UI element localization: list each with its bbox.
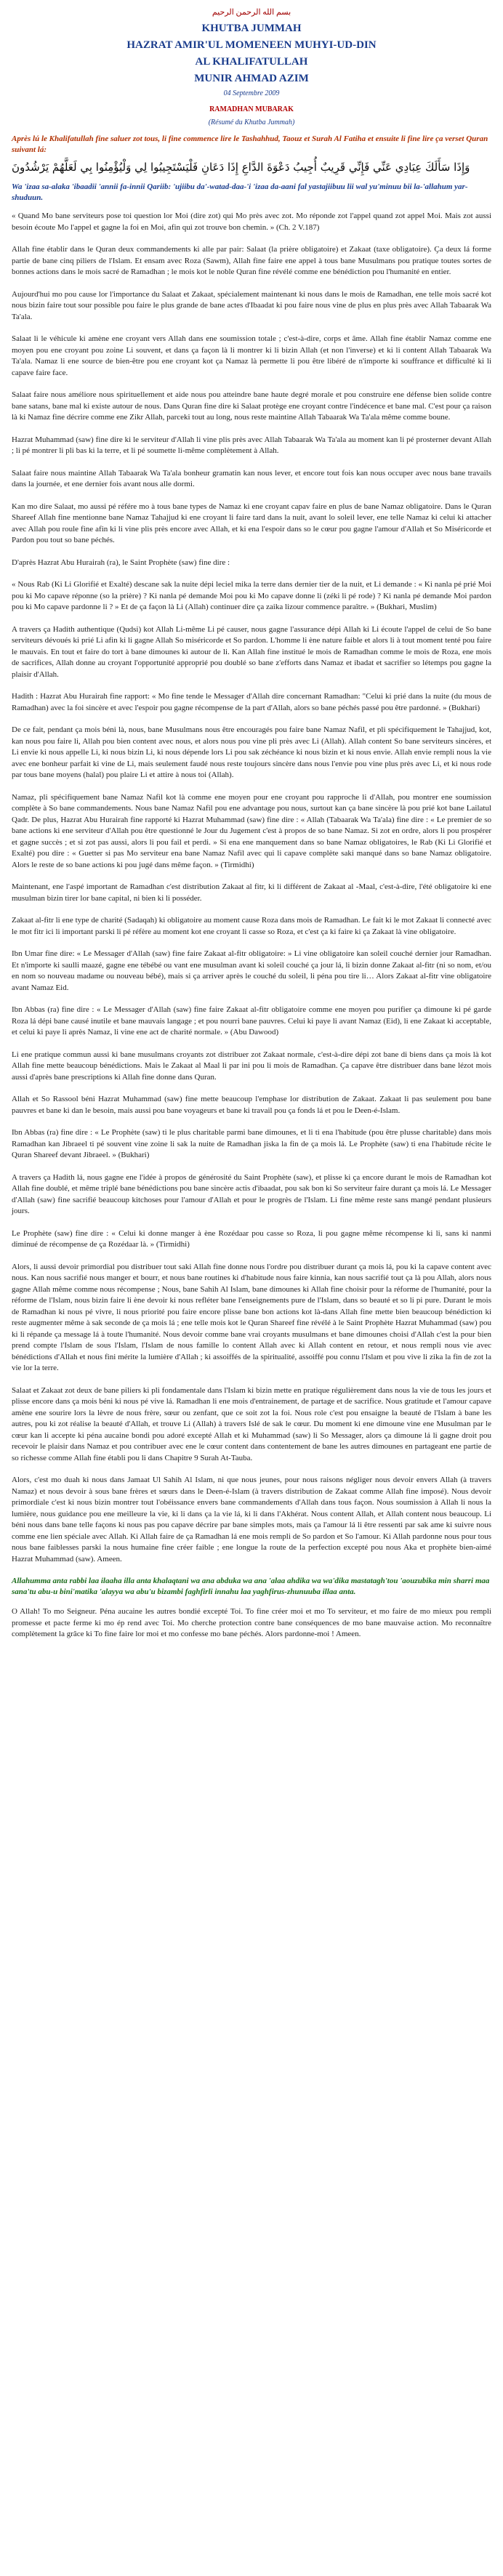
khalifa-title-line2: AL KHALIFATULLAH bbox=[195, 56, 308, 68]
paragraph: Allah et So Rassool béni Hazrat Muhammad (saw) fine mette beaucoup l'emphase lor distribution de Zakaat. Zakaat li pas seulement pou bane pauvres et bane ki dan le besoin, mais aussi pou bane voyageurs et bane ki travail pou ça fonds lá et pou le Deen-é-Islam. bbox=[12, 1095, 491, 1115]
paragraph: Kan mo dire Salaat, mo aussi pé référe mo à tous bane types de Namaz ki ene croyant capav faire en plus de bane Namaz obligatoire. Dans le Quran Shareef Allah fine mentionne bane Namaz Tahajjud ki ene croyant li faire tard dans la nuit, avant lo soleil lever, ene telle Namaz ki celui ki attacher avec Allah pou roule fine afin ki li vine plis près encore avec Allah, et ki ena l'espoir dans so le cœur pou gagne l'amour d'Allah et So Miséricorde et Pardon pou tout so bane péchés. bbox=[12, 502, 491, 544]
closing-dua-transliteration: Allahumma anta rabbi laa ilaaha illa anta khalaqtani wa ana abduka wa ana 'alaa ahdika wa wa'dika mastatagh'tou 'aouzubika min sharri maa sana'tu abu-u bini'matika 'alayya wa abu'u bizambi faghfirli innahu laa yaghfirus-zhunuuba illaa anta. bbox=[12, 1577, 490, 1596]
paragraph: Hazrat Muhammad (saw) fine dire ki le serviteur d'Allah li vine plis près avec Allah Tabaarak Wa Ta'ala au moment kan li pé prosterner devant Allah ; li pé montrer li pli bas ki la terre, et li pé soumette li-même complètement à Allah. bbox=[12, 435, 491, 455]
paragraph: Salaat faire nous améliore nous spirituellement et aide nous pou atteindre bane haute degré morale et pou construire ene défense bien solide contre bane satans, bane mal ki existe autour de nous. Dans Quran fine dire ki Salaat protège ene croyant contre l'indécence et bane mal. C'est pour ça raison là ki Namaz fine décrire comme ene Zikr Allah, parceki tout au long, nous reste maintine Allah Tabaarak Wa Ta'ala même comme boune. bbox=[12, 390, 491, 422]
paragraph: Hadith : Hazrat Abu Hurairah fine rapport: « Mo fine tende le Messager d'Allah dire concernant Ramadhan: "Celui ki prié dans la nuite (du mous de Ramadhan) avec la foi sincère et avec l'espoir pou gagne récompense de la part d'Allah, alors so bane péchés passé pou être pardonné. » (Bukhari) bbox=[12, 692, 491, 712]
ramadhan-heading: RAMADHAN MUBARAK bbox=[209, 105, 294, 113]
paragraph: D'après Hazrat Abu Hurairah (ra), le Saint Prophète (saw) fine dire : bbox=[12, 558, 230, 567]
paragraph: Le Prophète (saw) fine dire : « Celui ki donne manger à ène Rozédaar pou casse so Roza, li pou gagne même récompense ki li, sans ki nanmi diminué de récompense de ça Rozédaar là. » (Tirmidhi) bbox=[12, 1228, 491, 1249]
summary-note: (Résumé du Khutba Jummah) bbox=[208, 118, 295, 126]
khutba-date: 04 Septembre 2009 bbox=[223, 89, 280, 97]
paragraph: De ce fait, pendant ça mois béni là, nous, bane Musulmans nous être encouragés pou faire bane Namaz Nafil, et pli spécifiquement le Tahajjud, kot, kan nous pou faire li, Allah pou bien content avec nous, et alors nous pou vine pli près avec Li (Allah). Allah content So bane serviteurs sincères, et Li envie ki nous appelle Li, ki nous bizin Li, ki nous dépende lors Li pou sak zéchéance ki nous bizin et ki nous envie. Allah envie rempli nous la vie avec ene bonheur parfait ki vine de Li, mais seulement faudé nous reste toujours sincère dans nous l'envie pou vine plus près avec Li, et ki nous rode par tous bane moyens (halal) pou plaire Li et attire à nous toi (Allah). bbox=[12, 725, 491, 779]
paragraph: Aujourd'hui mo pou cause lor l'importance du Salaat et Zakaat, spécialement maintenant ki nous dans le mois de Ramadhan, ene telle mois sacré kot nous bizin faire tout sour possible pou faire le plus grande de bane actes d'Ibaadat ki pou faire nous vine de plus en plus près avec Allah Tabaarak Wa Ta'ala. bbox=[12, 289, 491, 321]
khutba-body bbox=[12, 211, 491, 1565]
paragraph: Ibn Abbas (ra) fine dire : « Le Messager d'Allah (saw) fine faire Zakaat al-fitr obligatoire comme ene moyen pou purifier ça dimoune ki pé garde Roza lá dépi bane causé inutile et bane mauvais langage ; et pou nourri bane pauvres. Celui ki paye li avant Namaz (Eid), li ene Zakaat ki acceptable, et celui ki paye li après Namaz, li vine ene act de charité normale. » (Abu Dawood) bbox=[12, 1005, 491, 1037]
intro-text: Après lú le Khalifatullah fine saluer zot tous, li fine commence lire le Tashahhud, Taouz et Surah Al Fatiha et ensuite li fine lire ça verset Quran suivant lá: bbox=[12, 134, 488, 154]
paragraph: Alors, c'est mo duah ki nous dans Jamaat Ul Sahih Al Islam, ni que nous jeunes, pour nous raisons négliger nous devoir envers Allah (à travers Namaz) et nous devoir à sous bane frères et sœurs dans le Deen-é-Islam (à travers distribution de Zakaat comme Allah fine imposé). Nous devoir primordiale c'est ki nous bizin montrer tout l'obéissance envers bane commandements d'Allah dans tous façon. Nous soumission à Allah li nous la lumière, nous guidance pou ene meilleure la vie, ki li dans ça la vie lá, ki li dans l'Akhérat. Nous content Allah, et Allah content nous beaucoup. Li béni nous dans bane telle façons ki nous pas pou capave décrire par bane simples mots, mais ça l'amour lá li être ressenti par sak ame ki suivre nous comme ene lien spéciale avec Allah. Ki Allah faire de ça Ramadhan lá ene mois rempli de So pardon et So l'amour. Ki Allah pardonne nous pour tous nous bane faiblesses parski la nous humaine fine créer faible ; ene longue la route de la perfection excepté pou nous Aka et prophète bien-aimé Hazrat Muhammad (saw). Ameen. bbox=[12, 1476, 491, 1563]
quran-verse-transliteration: Wa 'izaa sa-alaka 'ibaadii 'annii fa-innii Qariib: 'ujiibu da'-watad-daa-'i 'izaa da-aani fal yastajiibuu lii wal yu'minuu bii la-'allahum yar-shuduun. bbox=[12, 182, 468, 202]
paragraph: Ibn Umar fine dire: « Le Messager d'Allah (saw) fine faire Zakaat al-fitr obligatoire: » Li vine obligatoire kan soleil couché dernier jour Ramadhan. Et n'importe ki saulli maazé, gagne ene tébébé ou vant ene musulman avant ki soleil couché ça jour lá, li bizin donne Zakaat al-fitr (ni so nom, et/ou en nom so nouveau madame ou nouveau bébé), mais si ça arriver après le couché du soleil, li péna pou tire li… Alors Zakaat al-fitr vine obligatoire avant Namaz Eid. bbox=[12, 949, 491, 992]
paragraph: Alors, li aussi devoir primordial pou distribuer tout saki Allah fine donne nous l'ordre pou distribuer durant ça mois lá, pou ki la capave content avec nous. Kan nous sacrifié nous manger et bourr, et nous bane routines ki d'habitude nous faire kinnia, kan nous sacrifié tout ça là pou Allah, alors nous gagne Allah même comme nous récompense ; Nous, bane Sahih Al Islam, bane dimounes ki Allah fine choisir pour la réforme de l'humanité, pour la réforme de l'Islam, nous bizin faire li ène devoir ki nous refléter bane l'enseignements pure de l'Islam, dans so beauté et so li pi pure. Durant le mois de Ramadhan ki nous pé vivre, li nous priorité pou faire encore plisse bane bon actions kot là-dans Allah fine mette bien beaucoup bénédiction ki reste augmenter même à sak seconde de ça mois lá ; ene telle mois kot le Quran Shareef fine révélé à le Saint Prophète Hazrat Muhammad (saw) pou ki li répande ça message lá à toute l'humanité. Nous devoir comme bane vrai croyants musulmans et bane dimounes choisi d'Allah c'est la pour bien prend compte l'Islam de sous l'Islam, l'Islam de nous famille lo content Allah avec ki Allah content en retour, et nous rempli nous vie avec bénédictions d'Allah et nous fini mérite la lumière d'Allah ; ki assoiffés de la spiritualité, assoiffé pou connu l'Islam et pou vive li zika la fin de zot la vie lor la terre. bbox=[12, 1262, 491, 1372]
paragraph: A travers ça Hadith authentique (Qudsi) kot Allah Li-même Li pé causer, nous gagne l'assurance dépi Allah ki Li écoute l'appel de celui de So bane serviteurs dévoués ki prié Li afin ki li gagne Allah So miséricorde et So pardon. L'homme li ène nature faible et alors li à tout moment tenté pou faire le mauvais. En tout et faire do tort à bane dimounes ki autour de li. Kan Allah fine institué le mois de Ramadhan comme le mois de Roza, ene mois de sacrifices, Allah donne au croyant l'opportunité approprié pou doublé so bane z'efforts dans Namaz et ibadat et sacrifier so létemps pou gagne la plaisir d'Allah. bbox=[12, 624, 491, 679]
paragraph: Allah fine établir dans le Quran deux commandements ki alle par pair: Salaat (la prière obligatoire) et Zakaat (taxe obligatoire). Ça deux lá forme partie de bane cinq piliers de l'Islam. Et ensam avec Roza (Sawm), Allah fine faire ene appel à tous bane Musulmans pou pratique toutes sortes de bonnes actions dans le mois sacré de Ramadhan ; le mois kot le noble Quran fine révélé comme ene bénédiction pou l'humanité en entier. bbox=[12, 245, 491, 276]
bismillah: بسم الله الرحمن الرحيم bbox=[212, 8, 291, 17]
quran-verse-arabic: وَإِذَا سَأَلَكَ عِبَادِي عَنِّي فَإِنِّي قَرِيبٌ أُجِيبُ دَعْوَةَ الدَّاعِ إِذَا دَعَانِ فَلْيَسْتَجِيبُوا لِي وَلْيُؤْمِنُوا بِي لَعَلَّهُمْ يَرْشُدُونَ bbox=[12, 161, 470, 174]
khutba-title: KHUTBA JUMMAH bbox=[201, 23, 302, 34]
paragraph: Salaat et Zakaat zot deux de bane piliers ki pli fondamentale dans l'Islam ki bizin mette en pratique régulièrement dans nous la vie de tous les jours et plisse encore dans ça mois béni ki nous pé vive lá. Ramadhan li ene mois d'entrainement, de partage et de sacrifice. Nous gratitude et l'amour capave amène ene sourire lors la lèvre de nous frère, sœur ou zenfant, que ce soit zot la foi. Nous role c'est pou ensaigne la beauté de l'Islam à bane les autres, pou ki zot réalise la beauté d'Allah, et trouve Li (Allah) à travers Islé de sak le cœur. Du moment ki ene dimoune vine ene Musulman par le cœur kan li accepte ki péna aucaine bondi pou adoré excepté Allah et ki Muhammad (saw) li So Messager, alors ça dimoune lá li gagne droit pou recevoir le plaisir dans Namaz et pou contribuer avec ene le cœur content dans contentement de bane les autres dimounes en partageant ene partie de so richesse comme Allah fine établi pou li dans Chapitre 9 Surah At-Tauba. bbox=[12, 1385, 491, 1462]
paragraph: « Quand Mo bane serviteurs pose toi question lor Moi (dire zot) qui Mo près avec zot. Mo réponde zot l'appel quand zot appel Moi. Mais zot aussi besoin écoute Mo l'appel et gagne la foi en Moi, afin qui zot trouve bon chemin. » (Ch. 2 V.187) bbox=[12, 212, 491, 232]
paragraph: Ibn Abbas (ra) fine dire : « Le Prophète (saw) ti le plus charitable parmi bane dimounes, et li ti ena l'habitude (pou être plusse charitable) dans mois Ramadhan kan Jibraeel ti pé souvent vine zoine li sak la nuite de Ramadhan jiska la fin de ça mois lá. Le Prophète (saw) ti ena l'habitude récite le Quran Shareef devant Jibraeel. » (Bukhari) bbox=[12, 1128, 491, 1159]
paragraph: Li ene pratique commun aussi ki bane musulmans croyants zot distribuer zot Zakaat normale, c'est-à-dire dépi zot bane di biens dans ça mois là kot Allah fine mette beaucoup bénédictions. Mais le Zakaat al Maal li par ini pou li mois de Ramadhan. Ça capave être distribuer dans bane lézot mois aussi d'après bane prescriptions ki Allah fine donne dans Quran. bbox=[12, 1050, 491, 1082]
closing-dua-translation: O Allah! To mo Seigneur. Péna aucaine les autres bondié excepté Toi. To fine créer moi et mo To serviteur, et mo faire de mo mieux pou rempli promesse et pacte ferme ki mo ép rend avec Toi. Mo cherche protection contre bane conséquences de mo bane mauvaise action. Mo reconnaître complètement la grâce ki To fine faire lor moi et mo confesse mo bane péchés. Alors pardonne-moi ! Ameen. bbox=[12, 1607, 491, 1638]
paragraph: Salaat faire nous maintine Allah Tabaarak Wa Ta'ala bonheur gramatin kan nous lever, et encore tout fois kan nous occuper avec nous bane travails dans la journée, et ene dernier fois avant nous alle dormi. bbox=[12, 468, 491, 488]
paragraph: Namaz, pli spécifiquement bane Namaz Nafil kot là comme ene moyen pour ene croyant pou rapproche li d'Allah, pou montrer ene soumission complète à So bane commandements. Nous bane Namaz Nafil pou ene advantage pou nous, surtout kan ça bane sincère là pou prié kot bane Lailatul Qadr. De plus, Hazrat Abu Hurairah fine rapporté ki Hazrat Muhammad (saw) fine dire : « Allah (Tabaarak Wa Ta'ala) fine dire : « Le premier de so bane actions ki ene serviteur d'Allah pou être questionné le Jour du Jugement c'est à propos de so bane Namaz. Si zot en ordre, alors li pou prospérer et gagne succès ; et si zot pas aussi, alors li pou fail et perdi. » Si ena ene manquement dans so bane Namaz obligatoires, le Rab (Ki Li Glorifié et Exalté) pou dire : « Guetter si pas Mo serviteur ena bane Namaz Nafil avec qui li capave complète saki manqué dans so bane Namaz obligatoire. Alors le reste de so bane actions ki pou jugé dans même façon. » (Tirmidhi) bbox=[12, 792, 491, 869]
paragraph: « Nous Rab (Ki Li Glorifié et Exalté) descane sak la nuite dépi leciel mika la terre dans dernier tier de la nuit, et Li demande : « Ki nanla pé prié Moi pou ki Mo capave réponne (so la prière) ? Ki nanla pé demande Moi pou ki Mo capave donne li (zéki li pé rode) ? Ki nanla pé demande Moi pardon pou ki Mo capave pardonne li ? » Et de ça façon là Li (Allah) continuer dire ça zaika lizour commence paraître. » (Bukhari, Muslim) bbox=[12, 580, 491, 611]
paragraph: Maintenant, ene l'aspé important de Ramadhan c'est distribution Zakaat al fitr, ki li différent de Zakaat al -Maal, c'est-à-dire, l'été obligatoire ki ene musulman bizin tirer lor bane capital, ni bien ki li posséder. bbox=[12, 882, 491, 903]
paragraph: Salaat li le véhicule ki amène ene croyant vers Allah dans ene soumission totale ; c'est-à-dire, corps et âme. Allah fine établir Namaz comme ene moyen pou ene croyant pou zoine Li souvent, et dans ça façon là li montrer ki li bizin Allah (et non l'inverse) et ki li content Allah Tabaarak Wa Ta'ala. Namaz li ene source de bien-être pou ene croyant kot ça Namaz là permette li pou être libéré de n'importe ki souffrance et difficulté ki li capave faire face. bbox=[12, 334, 491, 377]
paragraph: Zakaat al-fitr li ene type de charité (Sadaqah) ki obligatoire au moment cause Roza dans mois de Ramadhan. Le fait ki le mot Zakaat li connecté avec le mot fitr ici li important parski li pé réfère au moment kot ene croyant li casse so Roza, et c'est ça ki faire ki ça Zakaat là vine obligatoire. bbox=[12, 916, 491, 936]
speaker-name: MUNIR AHMAD AZIM bbox=[194, 73, 309, 84]
paragraph: A travers ça Hadith lá, nous gagne ene l'idée à propos de générosité du Saint Prophète (saw), et plisse ki ça encore durant le mois de Ramadhan kot Allah fine doublé, et même triplé bane bénédictions pou bane sincère actis d'ibaadat, pou sak bon ki So serviteur faire durant ça mois lá. Le Messager d'Allah (saw) fine sacrifié beaucoup kitchoses pour l'amour d'Allah et pour le progrès de l'Islam. Li fine même reste sans mangé pendant plusieurs jours. bbox=[12, 1172, 491, 1215]
khalifa-title-line1: HAZRAT AMIR'UL MOMENEEN MUHYI-UD-DIN bbox=[126, 39, 377, 51]
